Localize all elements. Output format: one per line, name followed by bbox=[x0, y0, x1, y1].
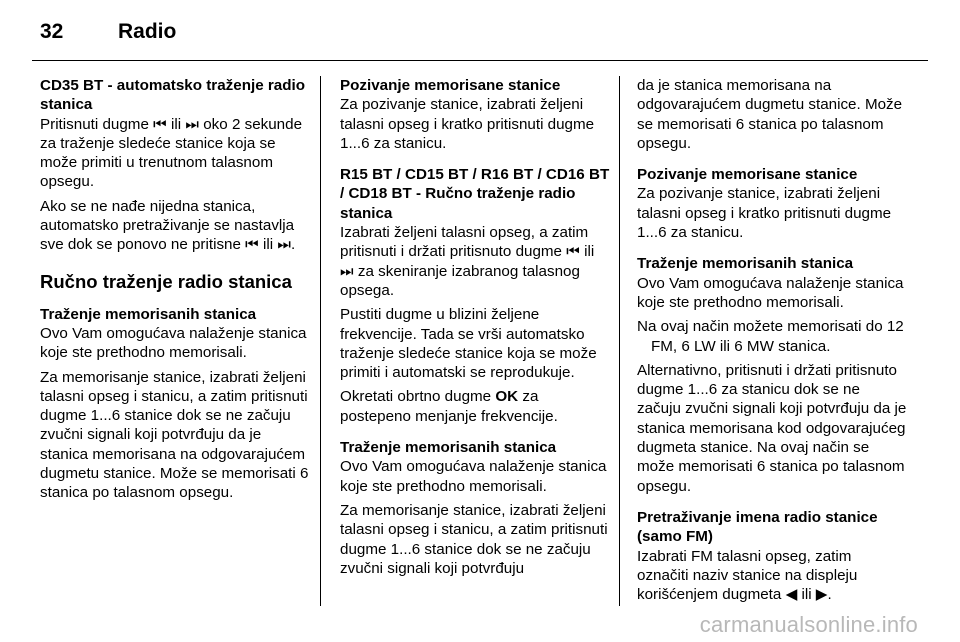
column-3 bbox=[637, 76, 907, 609]
paragraph: Ovo Vam omogućava nalaženje stanica koje ste prethodno memorisali. bbox=[40, 324, 307, 362]
header-rule bbox=[32, 60, 928, 61]
subheading: Pozivanje memorisane stanice bbox=[637, 166, 858, 184]
paragraph: Na ovaj način možete memorisati do 12 FM, 6 LW ili 6 MW stanica. bbox=[637, 318, 904, 355]
column-1 bbox=[40, 76, 310, 508]
subheading: R15 BT / CD15 BT / R16 BT / CD16 BT / CD18 BT - Ručno traženje radio stanica bbox=[340, 166, 610, 222]
paragraph: Za pozivanje stanice, izabrati željeni talasni opseg i kratko pritisnuti dugme 1...6 za stanicu. bbox=[637, 185, 892, 242]
subheading: CD35 BT - automatsko traženje radio stanica bbox=[40, 77, 305, 114]
subheading: Traženje memorisanih stanica bbox=[340, 439, 557, 457]
subheading: Traženje memorisanih stanica bbox=[40, 305, 257, 323]
page-number: 32 bbox=[40, 20, 64, 43]
paragraph: Ovo Vam omogućava nalaženje stanica koje ste prethodno memorisali. bbox=[637, 274, 904, 311]
section-title: Radio bbox=[118, 20, 177, 43]
section-heading: Ručno traženje radio stanica bbox=[40, 270, 292, 292]
paragraph: Pustiti dugme u blizini željene frekvencije. Tada se vrši automatsko traženje sledeće stanice koja se može primiti i automatski se reprodukuje. bbox=[340, 306, 597, 382]
paragraph: Ovo Vam omogućava nalaženje stanica koje ste prethodno memorisali. bbox=[340, 458, 607, 495]
subheading: Traženje memorisanih stanica bbox=[637, 255, 854, 273]
text: za postepeno menjanje frekvencije. bbox=[340, 388, 558, 425]
paragraph: Za memorisanje stanice, izabrati željeni talasni opseg i stanicu, a zatim pritisnuti dugme 1...6 stanice dok se ne začuju zvučni signali koji potvrđuju bbox=[340, 501, 608, 577]
subheading: Pozivanje memorisane stanice bbox=[340, 77, 561, 94]
paragraph: Pritisnuti dugme ⏮ ili ⏭ oko 2 sekunde za traženje sledeće stanice koja se može primiti u trenutnom talasnom opsegu. bbox=[40, 115, 303, 191]
paragraph: Izabrati FM talasni opseg, zatim označiti naziv stanice na displeju korišćenjem dugmeta ◀ ili ▶. bbox=[637, 547, 858, 604]
column-divider bbox=[320, 76, 321, 606]
column-divider bbox=[619, 76, 620, 606]
ok-button-label: OK bbox=[495, 388, 519, 406]
paragraph: Alternativno, pritisnuti i držati pritisnuto dugme 1...6 za stanicu dok se ne začuju zvučni signali koji potvrđuju da je stanica memorisana kod odgovarajućeg dugmeta stanice. Na ovaj način se može memorisati 6 stanica po talasnom opsegu. bbox=[637, 361, 907, 495]
watermark: carmanualsonline.info bbox=[699, 612, 918, 637]
column-2 bbox=[340, 76, 610, 583]
text: Okretati obrtno dugme bbox=[340, 388, 496, 406]
page-header bbox=[40, 12, 176, 52]
paragraph: da je stanica memorisana na odgovarajućem dugmetu stanice. Može se memorisati 6 stanica po talasnom opsegu. bbox=[637, 77, 903, 152]
paragraph: Za memorisanje stanice, izabrati željeni talasni opseg i stanicu, a zatim pritisnuti dugme 1...6 stanice dok se ne začuju zvučni signali koji potvrđuju da je stanica memorisana na odgovarajućem dugmetu stanice. Može se memorisati 6 stanica po talasnom opsegu. bbox=[40, 368, 309, 502]
paragraph bbox=[340, 387, 610, 426]
paragraph: Za pozivanje stanice, izabrati željeni talasni opseg i kratko pritisnuti dugme 1...6 za stanicu. bbox=[340, 96, 595, 152]
paragraph: Izabrati željeni talasni opseg, a zatim pritisnuti i držati pritisnuto dugme ⏮ ili ⏭ za skeniranje izabranog talasnog opsega. bbox=[340, 224, 595, 299]
subheading: Pretraživanje imena radio stanice (samo FM) bbox=[637, 508, 878, 546]
paragraph: Ako se ne nađe nijedna stanica, automatsko pretraživanje se nastavlja sve dok se ponovo ne pritisne ⏮ ili ⏭. bbox=[40, 197, 296, 254]
